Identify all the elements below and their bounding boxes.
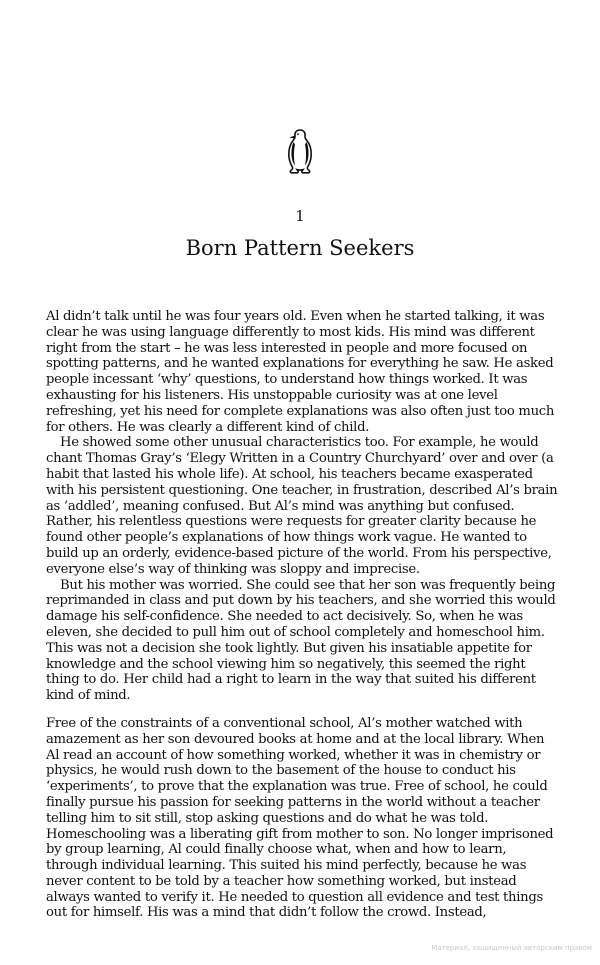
chapter-number: 1 <box>295 207 305 225</box>
paragraph: Free of the constraints of a conventional school, Al’s mother watched with amazement as her son devoured books at home and at the local library. When Al read an account of how something worked, whether it was in chemistry or physics, he would rush down to the basement of the house to conduct his ‘experiments’, to prove that the explanation was true. Free of school, he could finally pursue his passion for seeking patterns in the world without a teacher telling him to sit still, stop asking questions and do what he was told. Homeschooling was a liberating gift from mother to son. No longer imprisoned by group learning, Al could finally choose what, when and how to learn, through individual learning. This suited his mind perfectly, because he was never content to be told by a teacher how something worked, but instead always wanted to verify it. He needed to question all evidence and test things out for himself. His was a mind that didn’t follow the crowd. Instead, <box>46 715 554 921</box>
chapter-title: Born Pattern Seekers <box>185 236 415 260</box>
copyright-watermark: Материал, защищенный авторским правом <box>431 944 592 952</box>
penguin-logo-icon <box>284 128 316 176</box>
paragraph: Al didn’t talk until he was four years old. Even when he started talking, it was clear he was using language differently to most kids. His mind was different right from the start – he was less interested in people and more focused on spotting patterns, and he wanted explanations for everything he saw. He asked people incessant ‘why’ questions, to understand how things worked. It was exhausting for his listeners. His unstoppable curiosity was at one level refreshing, yet his need for complete explanations was also often just too much for others. He was clearly a different kind of child. <box>46 309 555 435</box>
paragraph: But his mother was worried. She could see that her son was frequently being reprimanded in class and put down by his teachers, and she worried this would damage his self-confidence. She needed to act decisively. So, when he was eleven, she decided to pull him out of school completely and homeschool him. This was not a decision she took lightly. But given his insatiable appetite for knowledge and the school viewing him so negatively, this seemed the right thing to do. Her child had a right to learn in the way that suited his different kind of mind. <box>46 577 556 704</box>
paragraph: He showed some other unusual characteristics too. For example, he would chant Thomas Gray’s ‘Elegy Written in a Country Churchyard’ over and over (a habit that lasted his whole life). At school, his teachers became exasperated with his persistent questioning. One teacher, in frustration, described Al’s brain as ‘addled’, meaning confused. But Al’s mind was anything but confused. Rather, his relentless questions were requests for greater clarity because he found other people’s explanations of how things work vague. He wanted to build up an orderly, evidence-based picture of the world. From his perspective, everyone else’s way of thinking was sloppy and imprecise. <box>46 435 558 577</box>
chapter-body <box>46 309 558 921</box>
